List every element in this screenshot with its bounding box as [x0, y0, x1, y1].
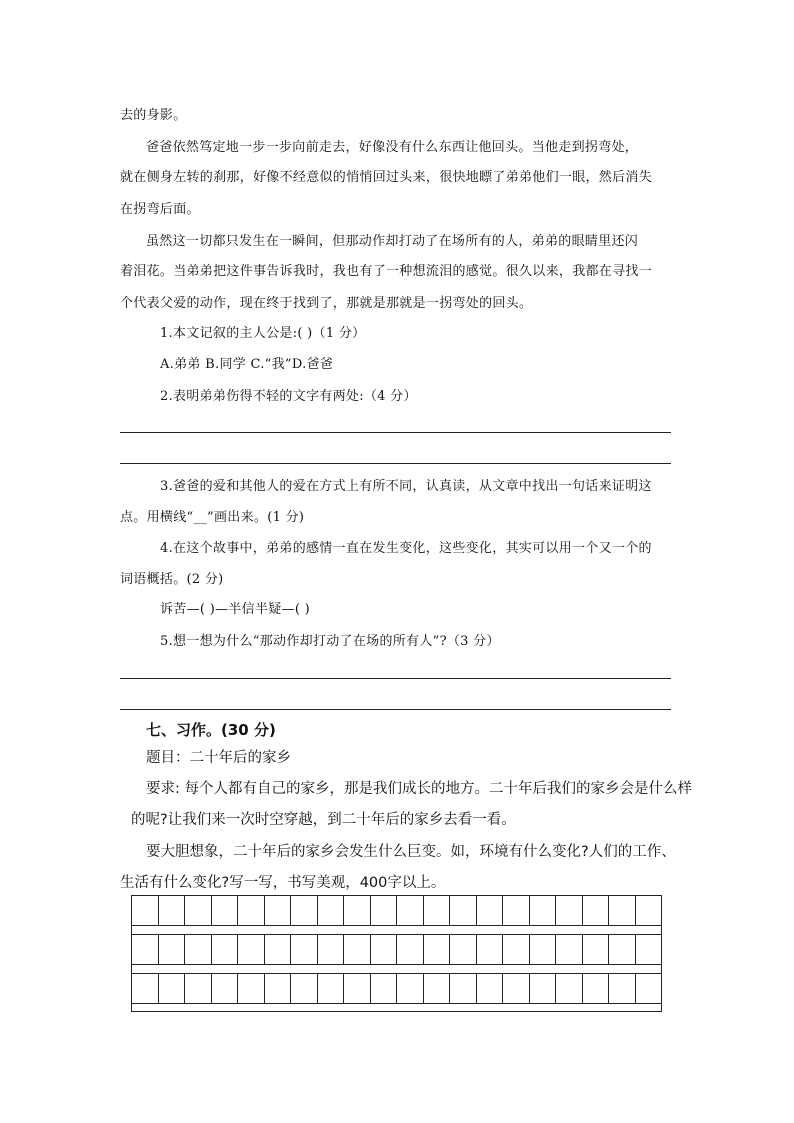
question-1: 1.本文记叙的主人公是:( )（1 分）	[160, 326, 366, 341]
grid-cell[interactable]	[291, 974, 318, 1003]
grid-cell[interactable]	[185, 935, 212, 964]
grid-cell[interactable]	[609, 974, 636, 1003]
passage-line: 在拐弯后面。	[120, 202, 200, 217]
grid-cell[interactable]	[636, 974, 662, 1003]
grid-cell[interactable]	[344, 896, 371, 925]
grid-cell[interactable]	[344, 935, 371, 964]
grid-cell[interactable]	[477, 896, 504, 925]
passage-line: 去的身影。	[120, 108, 187, 123]
grid-cell[interactable]	[238, 896, 265, 925]
grid-cell[interactable]	[583, 974, 610, 1003]
grid-cell[interactable]	[318, 935, 345, 964]
grid-cell[interactable]	[159, 935, 186, 964]
grid-cell[interactable]	[265, 935, 292, 964]
grid-cell[interactable]	[583, 896, 610, 925]
writing-requirement: 生活有什么变化?写一写，书写美观，400字以上。	[120, 875, 446, 891]
grid-cell[interactable]	[318, 974, 345, 1003]
section-heading: 七、习作。(30 分)	[146, 721, 276, 739]
grid-cell[interactable]	[397, 935, 424, 964]
grid-cell[interactable]	[450, 896, 477, 925]
grid-row-gap	[131, 1003, 662, 1012]
answer-line[interactable]	[120, 463, 671, 464]
grid-row	[131, 895, 662, 926]
grid-cell[interactable]	[159, 974, 186, 1003]
grid-row	[131, 973, 662, 1004]
grid-cell[interactable]	[530, 935, 557, 964]
passage-line: 个代表父爱的动作，现在终于找到了，那就是那就是一拐弯处的回头。	[120, 296, 533, 311]
grid-cell[interactable]	[424, 974, 451, 1003]
question-2: 2.表明弟弟伤得不轻的文字有两处:（4 分）	[160, 389, 417, 404]
grid-cell[interactable]	[132, 896, 159, 925]
grid-cell[interactable]	[371, 974, 398, 1003]
grid-row	[131, 934, 662, 965]
grid-cell[interactable]	[609, 896, 636, 925]
grid-cell[interactable]	[397, 896, 424, 925]
grid-cell[interactable]	[265, 974, 292, 1003]
grid-cell[interactable]	[556, 935, 583, 964]
grid-cell[interactable]	[450, 974, 477, 1003]
grid-cell[interactable]	[609, 935, 636, 964]
grid-cell[interactable]	[371, 935, 398, 964]
grid-cell[interactable]	[556, 896, 583, 925]
question-4: 4.在这个故事中，弟弟的感情一直在发生变化，这些变化，其实可以用一个又一个的	[160, 541, 652, 556]
passage-line: 就在侧身左转的刹那，好像不经意似的悄悄回过头来，很快地瞟了弟弟他们一眼，然后消失	[120, 170, 653, 185]
grid-cell[interactable]	[636, 935, 662, 964]
question-1-options: A.弟弟 B.同学 C.“我”D.爸爸	[160, 357, 334, 372]
grid-cell[interactable]	[583, 935, 610, 964]
grid-cell[interactable]	[636, 896, 662, 925]
question-4-fill: 诉苦—( )—半信半疑—( )	[160, 602, 311, 617]
writing-requirement: 要求: 每个人都有自己的家乡，那是我们成长的地方。二十年后我们的家乡会是什么样	[146, 781, 692, 797]
grid-cell[interactable]	[212, 896, 239, 925]
grid-cell[interactable]	[477, 974, 504, 1003]
answer-line[interactable]	[120, 678, 671, 679]
grid-cell[interactable]	[450, 935, 477, 964]
grid-cell[interactable]	[318, 896, 345, 925]
grid-cell[interactable]	[556, 974, 583, 1003]
answer-line[interactable]	[120, 709, 671, 710]
grid-cell[interactable]	[238, 974, 265, 1003]
writing-requirement: 要大胆想象，二十年后的家乡会发生什么巨变。如，环境有什么变化?人们的工作、	[146, 844, 676, 860]
grid-cell[interactable]	[132, 935, 159, 964]
grid-cell[interactable]	[159, 896, 186, 925]
grid-cell[interactable]	[397, 974, 424, 1003]
grid-cell[interactable]	[132, 974, 159, 1003]
passage-line: 爸爸依然笃定地一步一步向前走去，好像没有什么东西让他回头。当他走到拐弯处，	[146, 140, 639, 155]
question-3-cont: 点。用横线“__”画出来。(1 分)	[120, 510, 305, 525]
grid-cell[interactable]	[503, 974, 530, 1003]
grid-cell[interactable]	[530, 896, 557, 925]
writing-topic: 题目：二十年后的家乡	[146, 750, 291, 766]
writing-requirement: 的呢?让我们来一次时空穿越，到二十年后的家乡去看一看。	[131, 812, 516, 828]
grid-cell[interactable]	[291, 896, 318, 925]
grid-cell[interactable]	[503, 935, 530, 964]
answer-line[interactable]	[120, 432, 671, 433]
passage-line: 着泪花。当弟弟把这件事告诉我时，我也有了一种想流泪的感觉。很久以来，我都在寻找一	[120, 264, 653, 279]
grid-cell[interactable]	[424, 896, 451, 925]
question-5: 5.想一想为什么“那动作却打动了在场的所有人”?（3 分）	[160, 634, 500, 649]
grid-cell[interactable]	[291, 935, 318, 964]
grid-cell[interactable]	[238, 935, 265, 964]
grid-cell[interactable]	[212, 974, 239, 1003]
grid-cell[interactable]	[371, 896, 398, 925]
question-3: 3.爸爸的爱和其他人的爱在方式上有所不同，认真读，从文章中找出一句话来证明这	[160, 479, 652, 494]
grid-cell[interactable]	[530, 974, 557, 1003]
grid-cell[interactable]	[344, 974, 371, 1003]
grid-cell[interactable]	[185, 974, 212, 1003]
grid-row-gap	[131, 925, 662, 934]
grid-cell[interactable]	[503, 896, 530, 925]
passage-line: 虽然这一切都只发生在一瞬间，但那动作却打动了在场所有的人，弟弟的眼睛里还闪	[146, 234, 639, 249]
grid-cell[interactable]	[424, 935, 451, 964]
grid-row-gap	[131, 964, 662, 973]
grid-cell[interactable]	[212, 935, 239, 964]
question-4-cont: 词语概括。(2 分)	[120, 572, 224, 587]
grid-cell[interactable]	[265, 896, 292, 925]
grid-cell[interactable]	[185, 896, 212, 925]
grid-cell[interactable]	[477, 935, 504, 964]
composition-grid	[131, 895, 662, 1022]
